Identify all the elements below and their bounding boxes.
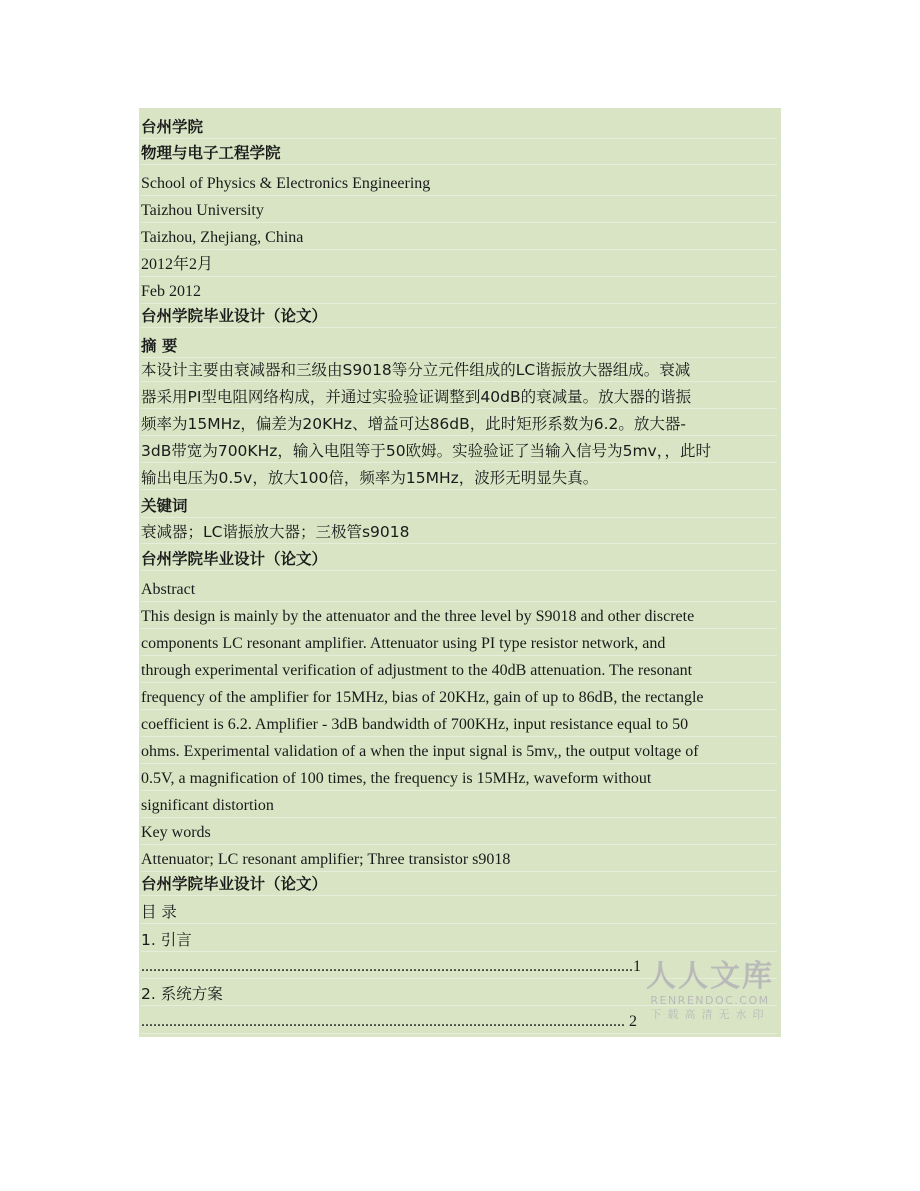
abstract-en-line: significant distortion	[141, 795, 777, 818]
watermark-tagline: 下载高清无水印	[650, 1008, 770, 1021]
toc-entry-title: 2. 系统方案	[141, 983, 777, 1006]
abstract-en-line: 0.5V, a magnification of 100 times, the frequency is 15MHz, waveform without	[141, 768, 777, 791]
running-header: 台州学院毕业设计（论文）	[141, 305, 777, 328]
watermark-logo	[645, 960, 775, 1022]
keywords-cn: 衰减器；LC谐振放大器；三极管s9018	[141, 521, 777, 544]
watermark-site: RENRENDOC.COM	[650, 994, 770, 1007]
university-name-en: Taizhou University	[141, 200, 777, 223]
date-cn: 2012年2月	[141, 254, 777, 277]
toc-entry-title: 1. 引言	[141, 929, 777, 952]
abstract-cn-line: 输出电压为0.5v，放大100倍，频率为15MHz，波形无明显失真。	[141, 467, 777, 490]
location-en: Taizhou, Zhejiang, China	[141, 227, 777, 250]
abstract-heading-en: Abstract	[141, 579, 777, 602]
abstract-en-line: ohms. Experimental validation of a when the input signal is 5mv,, the output voltage of	[141, 741, 777, 764]
date-en: Feb 2012	[141, 281, 777, 304]
abstract-en-line: This design is mainly by the attenuator and the three level by S9018 and other discrete	[141, 606, 777, 629]
keywords-heading-cn: 关键词	[141, 495, 777, 518]
abstract-cn-line: 本设计主要由衰减器和三级由S9018等分立元件组成的LC谐振放大器组成。衰减	[141, 359, 777, 382]
abstract-en-line: frequency of the amplifier for 15MHz, bias of 20KHz, gain of up to 86dB, the rectangle	[141, 687, 777, 710]
abstract-en-line: through experimental verification of adjustment to the 40dB attenuation. The resonant	[141, 660, 777, 683]
keywords-heading-en: Key words	[141, 822, 777, 845]
toc-leader-dots: ......................................................................................................................... 2	[141, 1011, 777, 1034]
running-header: 台州学院毕业设计（论文）	[141, 873, 777, 896]
abstract-cn-line: 频率为15MHz，偏差为20KHz、增益可达86dB，此时矩形系数为6.2。放大器-	[141, 413, 777, 436]
department-name-en: School of Physics & Electronics Engineering	[141, 173, 777, 196]
toc-heading: 目 录	[141, 901, 777, 924]
running-header: 台州学院毕业设计（论文）	[141, 548, 777, 571]
school-name: 台州学院	[141, 116, 777, 139]
abstract-en-line: coefficient is 6.2. Amplifier - 3dB bandwidth of 700KHz, input resistance equal to 50	[141, 714, 777, 737]
abstract-cn-line: 3dB带宽为700KHz，输入电阻等于50欧姆。实验验证了当输入信号为5mv，，此时	[141, 440, 777, 463]
keywords-en: Attenuator; LC resonant amplifier; Three transistor s9018	[141, 849, 777, 872]
abstract-heading-cn: 摘 要	[141, 335, 777, 358]
abstract-cn-line: 器采用PI型电阻网络构成，并通过实验验证调整到40dB的衰减量。放大器的谐振	[141, 386, 777, 409]
department-name: 物理与电子工程学院	[141, 142, 777, 165]
toc-leader-dots: ...........................................................................................................................1	[141, 956, 777, 979]
watermark-title: 人人文库	[646, 959, 774, 994]
abstract-en-line: components LC resonant amplifier. Attenuator using PI type resistor network, and	[141, 633, 777, 656]
document-page	[139, 108, 781, 1037]
